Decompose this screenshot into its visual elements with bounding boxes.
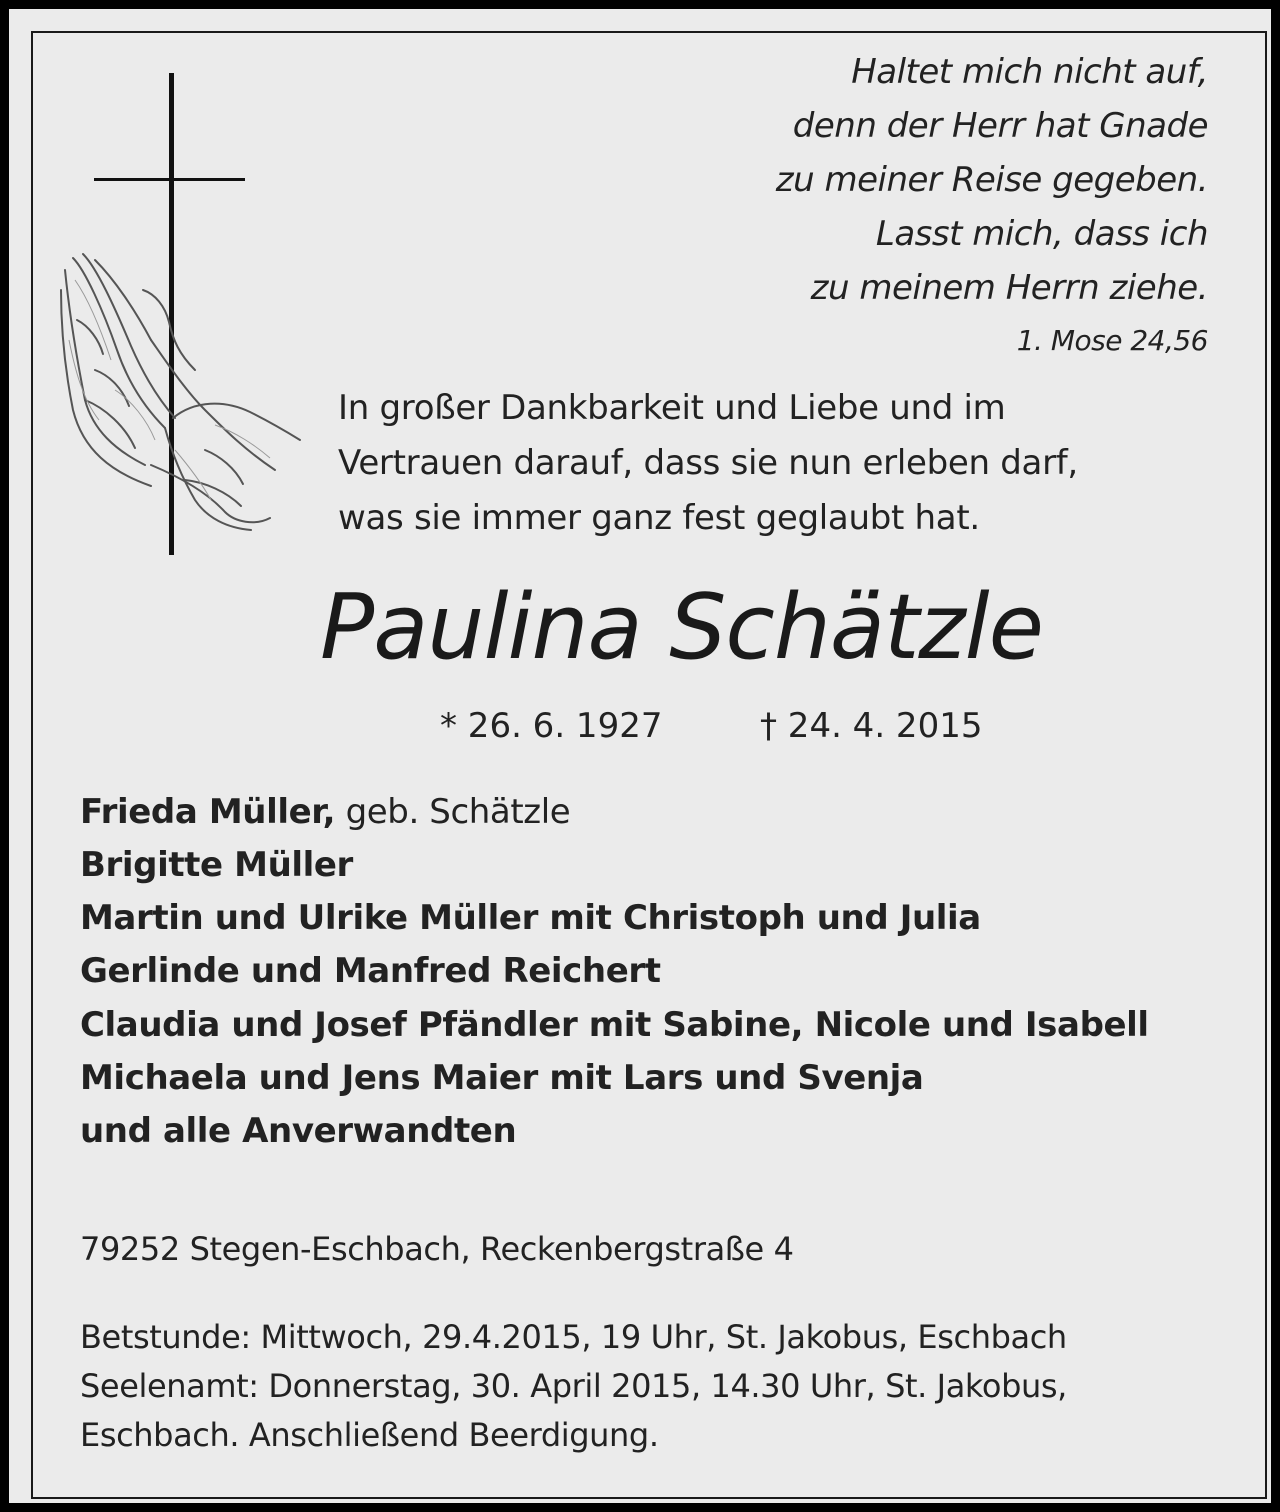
family-line: Claudia und Josef Pfändler mit Sabine, Nicole und Isabell: [80, 1005, 1149, 1045]
family-line: [80, 792, 570, 832]
family-line: und alle Anverwandten: [80, 1111, 517, 1151]
family-line: Michaela und Jens Maier mit Lars und Svenja: [80, 1058, 924, 1098]
family-name-bold: Frieda Müller,: [80, 792, 336, 832]
birth-date: * 26. 6. 1927: [440, 706, 663, 746]
verse-line: zu meinem Herrn ziehe.: [810, 268, 1208, 308]
death-date: † 24. 4. 2015: [760, 706, 983, 746]
service-line: Eschbach. Anschließend Beerdigung.: [80, 1416, 659, 1454]
intro-line: was sie immer ganz fest geglaubt hat.: [338, 498, 980, 538]
verse-line: denn der Herr hat Gnade: [792, 106, 1208, 146]
family-name-maiden: geb. Schätzle: [335, 792, 571, 832]
intro-line: Vertrauen darauf, dass sie nun erleben darf,: [338, 443, 1078, 483]
family-line: Brigitte Müller: [80, 845, 353, 885]
verse-reference: 1. Mose 24,56: [1016, 324, 1208, 357]
verse-line: Lasst mich, dass ich: [875, 214, 1208, 254]
verse-line: zu meiner Reise gegeben.: [775, 160, 1208, 200]
family-line: Gerlinde und Manfred Reichert: [80, 951, 661, 991]
family-line: Martin und Ulrike Müller mit Christoph und Julia: [80, 898, 981, 938]
service-line: Seelenamt: Donnerstag, 30. April 2015, 14.30 Uhr, St. Jakobus,: [80, 1367, 1067, 1405]
intro-line: In großer Dankbarkeit und Liebe und im: [338, 388, 1006, 428]
address: 79252 Stegen-Eschbach, Reckenbergstraße 4: [80, 1230, 794, 1268]
service-line: Betstunde: Mittwoch, 29.4.2015, 19 Uhr, St. Jakobus, Eschbach: [80, 1318, 1067, 1356]
praying-hands-icon: [55, 250, 305, 535]
verse-line: Haltet mich nicht auf,: [851, 52, 1208, 92]
deceased-name: Paulina Schätzle: [320, 575, 1043, 680]
cross-icon-bar: [94, 178, 245, 181]
